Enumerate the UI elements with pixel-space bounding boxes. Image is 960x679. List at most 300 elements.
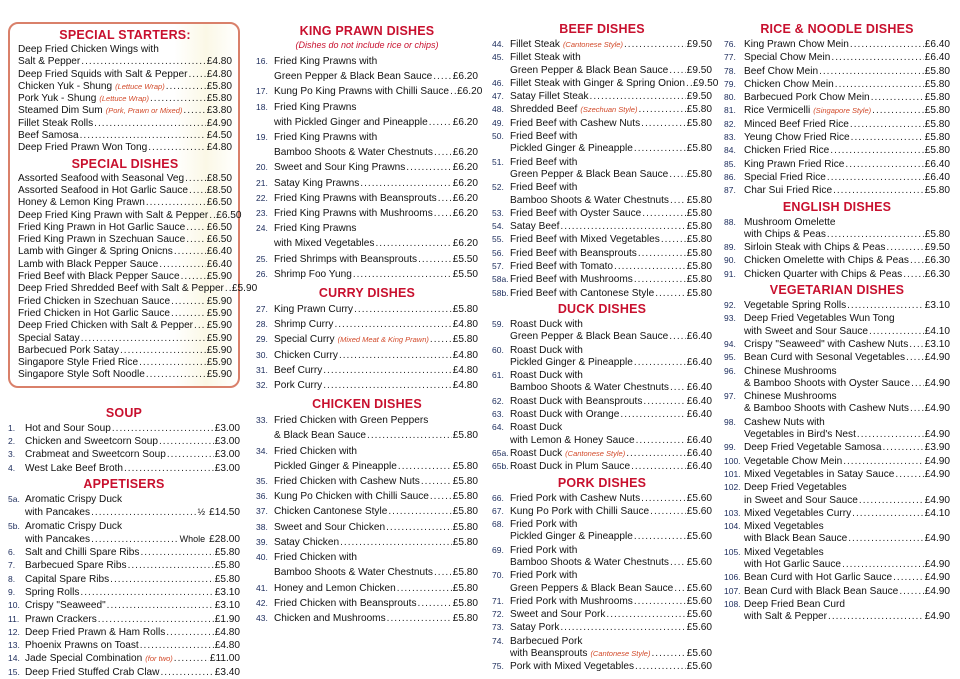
item-price: £5.80 <box>686 287 712 299</box>
item-name: Hot and Sour Soup <box>25 422 111 434</box>
specials-box <box>8 22 258 388</box>
menu-item-row <box>18 142 232 154</box>
dot-leader <box>80 130 206 142</box>
dot-leader <box>857 429 924 441</box>
item-price: £6.40 <box>924 171 950 183</box>
dot-leader <box>429 115 452 130</box>
item-price: £5.80 <box>214 573 240 585</box>
item-name: Assorted Seafood in Hot Garlic Sauce <box>18 184 189 196</box>
portion-size: ½ <box>197 507 206 518</box>
item-name: Fried Pork with <box>510 544 578 556</box>
item-name: Bamboo Shoots & Water Chestnuts <box>274 567 433 579</box>
section-title: DUCK DISHES <box>557 301 647 316</box>
menu-item-row <box>724 351 950 364</box>
item-price: £4.90 <box>924 585 950 597</box>
item-number: 31. <box>256 364 268 375</box>
item-number: 36. <box>256 491 268 502</box>
king-prawn-list <box>256 54 483 282</box>
dot-leader <box>636 435 686 447</box>
item-number: 23. <box>256 208 268 219</box>
item-name: Minced Beef Fried Rice <box>744 118 849 130</box>
dot-leader <box>430 489 452 504</box>
item-name: Fried Beef with Tomato <box>510 261 614 273</box>
menu-item-row <box>724 184 950 197</box>
menu-item-row <box>724 416 950 429</box>
item-name: Bamboo Shoots & Water Chestnuts <box>510 194 669 206</box>
item-number: 53. <box>492 207 504 218</box>
item-number: 91. <box>724 268 736 279</box>
item-price: £4.80 <box>452 349 478 361</box>
menu-item-row <box>724 507 950 520</box>
dot-leader <box>98 614 214 626</box>
item-note: (Lettuce Wrap) <box>115 81 165 91</box>
special-starters-list <box>18 44 232 155</box>
item-price: £6.20 <box>452 238 478 250</box>
portion-size: Whole <box>179 533 206 544</box>
menu-item-row <box>492 518 712 531</box>
item-name: Fried Beef with <box>510 131 578 143</box>
item-number: 62. <box>492 395 504 406</box>
item-note: (Cantonese Style) <box>565 448 626 458</box>
dot-leader <box>434 565 452 580</box>
item-number: 54. <box>492 221 504 232</box>
item-price: £4.90 <box>924 611 950 623</box>
menu-item-row <box>724 171 950 184</box>
item-name: Deep Fried King Prawn with Salt & Pepper <box>18 209 209 221</box>
item-price: £9.50 <box>686 64 712 76</box>
menu-item-row <box>724 338 950 351</box>
menu-item-row <box>18 246 232 258</box>
item-number: 15. <box>8 666 20 677</box>
dot-leader <box>872 105 924 117</box>
menu-item-row <box>492 531 712 543</box>
item-price: £4.90 <box>924 429 950 441</box>
dot-leader <box>626 448 686 460</box>
item-name: Satay Fillet Steak <box>510 91 589 103</box>
item-price: £5.60 <box>686 505 712 517</box>
item-name: Special Chow Mein <box>744 52 831 64</box>
menu-item-row <box>256 459 478 474</box>
item-name: Honey & Lemon King Prawn <box>18 197 145 209</box>
item-number: 24. <box>256 223 268 234</box>
item-name: Yeung Chow Fried Rice <box>744 132 850 144</box>
item-name: Chinese Mushrooms <box>744 365 837 377</box>
item-number: 82. <box>724 118 736 129</box>
menu-item-row <box>18 56 232 68</box>
dot-leader <box>674 583 685 595</box>
dot-leader <box>146 197 206 209</box>
dot-leader <box>421 474 452 489</box>
item-name: Shrimp Curry <box>274 319 334 331</box>
item-name: Satay Chicken <box>274 536 340 548</box>
item-price: £3.80 <box>206 105 232 117</box>
dot-leader <box>140 547 213 559</box>
dot-leader <box>641 493 686 505</box>
menu-item-row <box>8 506 240 519</box>
menu-item-row <box>492 287 712 300</box>
item-name: Mixed Vegetables Curry <box>744 507 852 519</box>
item-name: Special Curry <box>274 334 335 346</box>
dot-leader <box>669 169 686 181</box>
dot-leader <box>641 118 686 130</box>
item-name: Chicken Cantonese Style <box>274 506 388 518</box>
menu-item-row <box>724 365 950 378</box>
dot-leader <box>899 586 923 598</box>
dot-leader <box>670 195 686 207</box>
item-price: £3.10 <box>214 586 240 598</box>
item-price: £6.20 <box>457 86 483 98</box>
item-number: 6. <box>8 547 16 558</box>
dot-leader <box>94 118 206 130</box>
item-price: £6.40 <box>686 409 712 421</box>
item-name: Bamboo Shoots & Water Chestnuts <box>274 147 433 159</box>
item-price: £1.90 <box>214 613 240 625</box>
menu-item-row <box>492 648 712 660</box>
menu-item-row <box>256 413 478 428</box>
item-price: £5.80 <box>452 536 478 548</box>
item-price: £6.40 <box>686 461 712 473</box>
dot-leader <box>167 449 214 461</box>
item-number: 87. <box>724 185 736 196</box>
item-name: Fried King Prawns <box>274 101 357 113</box>
menu-item-row <box>724 403 950 415</box>
item-number: 57. <box>492 261 504 272</box>
item-name: Jade Special Combination <box>25 653 143 665</box>
item-price: £4.80 <box>214 640 240 652</box>
menu-item-row <box>492 492 712 505</box>
item-price: £4.90 <box>206 117 232 129</box>
item-number: 25. <box>256 253 268 264</box>
menu-item-row <box>724 481 950 494</box>
menu-item-row <box>492 77 719 90</box>
item-number: 14. <box>8 653 20 664</box>
menu-item-row <box>724 326 950 338</box>
dot-leader <box>110 574 214 586</box>
item-name: Beef Samosa <box>18 130 79 142</box>
dot-leader <box>124 463 214 475</box>
item-price: £5.90 <box>206 344 232 356</box>
item-price: £3.10 <box>924 300 950 312</box>
menu-item-row <box>8 533 240 546</box>
menu-item-row <box>8 546 240 559</box>
menu-item-row <box>724 585 950 598</box>
dot-leader <box>828 611 924 623</box>
menu-item-row <box>724 571 950 584</box>
item-number: 32. <box>256 380 268 391</box>
item-name: Char Sui Fried Rice <box>744 185 833 197</box>
item-price: £4.90 <box>924 494 950 506</box>
dot-leader <box>850 119 924 131</box>
dot-leader <box>188 69 205 81</box>
menu-item-row <box>492 635 712 648</box>
menu-item-row <box>492 181 712 194</box>
dot-leader <box>851 132 924 144</box>
menu-item-row <box>492 595 712 608</box>
dot-leader <box>624 39 686 51</box>
item-number: 51. <box>492 156 504 167</box>
item-name: Deep Fried Squids with Salt & Pepper <box>18 68 188 80</box>
item-price: £5.80 <box>924 185 950 197</box>
menu-item-row <box>492 395 712 408</box>
item-name: Chicken Chow Mein <box>744 78 834 90</box>
item-name: Honey and Lemon Chicken <box>274 582 396 594</box>
dot-leader <box>181 271 206 283</box>
menu-item-row <box>256 206 478 221</box>
menu-item-row <box>256 581 478 596</box>
item-name: with Chips & Peas <box>744 228 826 240</box>
dot-leader <box>174 653 209 665</box>
menu-item-row <box>8 586 240 599</box>
column-1 <box>8 22 258 679</box>
dot-leader <box>830 145 923 157</box>
dot-leader <box>159 259 205 271</box>
item-name: Crispy "Seaweed" <box>25 600 106 612</box>
item-price: £5.60 <box>686 582 712 594</box>
menu-item-row <box>492 382 712 394</box>
item-number: 17. <box>256 86 268 97</box>
menu-item-row <box>724 598 950 611</box>
menu-item-row <box>724 51 950 64</box>
dot-leader <box>397 581 452 596</box>
dot-leader <box>910 403 924 415</box>
item-number: 45. <box>492 52 504 63</box>
item-name: Sweet and Sour King Prawns <box>274 162 406 174</box>
item-price: £5.50 <box>452 253 478 265</box>
item-name: Deep Fried Prawn Won Tong <box>18 142 148 154</box>
item-number: 52. <box>492 182 504 193</box>
dot-leader <box>438 191 452 206</box>
item-price: £3.10 <box>924 338 950 350</box>
item-name: King Prawn Curry <box>274 304 354 316</box>
menu-item-row <box>256 160 478 175</box>
menu-item-row <box>256 504 478 519</box>
item-name: Green Pepper & Black Bean Sauce <box>510 168 669 180</box>
dot-leader <box>430 332 452 347</box>
item-price: £6.50 <box>206 234 232 246</box>
item-price: £6.40 <box>924 39 950 50</box>
dot-leader <box>906 352 924 364</box>
item-name: Barbecued Spare Ribs <box>25 560 127 572</box>
item-name: Satay Pork <box>510 622 560 634</box>
dot-leader <box>845 159 923 171</box>
menu-item-row <box>256 474 478 489</box>
dot-leader <box>634 357 686 369</box>
item-number: 58b. <box>492 287 509 298</box>
item-name: Fried Pork with Mushrooms <box>510 595 633 607</box>
item-number: 11. <box>8 613 20 624</box>
dot-leader <box>171 308 206 320</box>
item-name: Bean Curd with Hot Garlic Sauce <box>744 572 893 584</box>
menu-item-row <box>724 455 950 468</box>
menu-item-row <box>492 247 712 260</box>
section-title: SPECIAL STARTERS: <box>59 28 191 42</box>
item-note: (Cantonese Style) <box>590 649 651 659</box>
item-name: Beef Curry <box>274 364 323 376</box>
item-price: £5.80 <box>206 93 232 105</box>
item-name: Deep Fried Prawn & Ham Rolls <box>25 626 166 638</box>
menu-item-row <box>18 69 232 81</box>
section-title: RICE & NOODLE DISHES <box>760 22 914 36</box>
item-number: 65b. <box>492 461 509 472</box>
item-price: £28.00 <box>209 533 240 545</box>
dot-leader <box>91 534 179 546</box>
item-name: Pickled Ginger & Pineapple <box>510 143 633 155</box>
rice-list <box>724 38 950 198</box>
menu-item-row <box>492 156 712 169</box>
item-name: Singapore Style Soft Noodle <box>18 369 145 381</box>
dot-leader <box>367 428 452 443</box>
dot-leader <box>893 572 924 584</box>
menu-item-row <box>492 38 712 51</box>
item-name: Bamboo Shoots & Water Chestnuts <box>510 382 669 394</box>
item-price: £9.50 <box>686 91 712 103</box>
menu-item-row <box>18 118 232 130</box>
menu-item-row <box>724 378 950 390</box>
item-price: £5.60 <box>686 622 712 634</box>
item-name: Fried Beef with Cantonese Style <box>510 287 655 299</box>
item-name: Roast Duck in Plum Sauce <box>510 461 631 473</box>
menu-item-row <box>18 308 232 320</box>
item-number: 22. <box>256 192 268 203</box>
item-price: £6.20 <box>452 71 478 83</box>
menu-item-row <box>18 105 232 117</box>
dot-leader <box>669 331 686 343</box>
menu-item-row <box>492 557 712 569</box>
item-price: £8.50 <box>206 172 232 184</box>
item-name: Assorted Seafood with Seasonal Veg <box>18 172 185 184</box>
dot-leader <box>80 587 213 599</box>
dot-leader <box>323 378 452 393</box>
item-price: £6.50 <box>206 221 232 233</box>
dot-leader <box>634 274 686 286</box>
dot-leader <box>842 559 924 571</box>
item-price: £6.40 <box>924 158 950 170</box>
dot-leader <box>833 185 924 197</box>
item-price: £5.80 <box>452 334 478 346</box>
dot-leader <box>166 627 213 639</box>
item-number: 81. <box>724 105 736 116</box>
section-title: ENGLISH DISHES <box>782 199 892 214</box>
dot-leader <box>560 221 685 233</box>
item-number: 34. <box>256 445 268 456</box>
menu-item-row <box>492 117 712 130</box>
item-price: £5.80 <box>924 65 950 77</box>
item-price: £5.90 <box>231 283 258 295</box>
menu-item-row <box>256 69 478 84</box>
menu-item-row <box>724 312 950 325</box>
item-number: 96. <box>724 365 736 376</box>
section-title: PORK DISHES <box>557 475 647 490</box>
item-name: Rice Vermicelli <box>744 105 811 117</box>
column-4 <box>724 20 950 623</box>
dot-leader <box>909 339 923 351</box>
item-number: 61. <box>492 370 504 381</box>
item-price: £3.00 <box>214 422 240 434</box>
item-name: Vegetables in Bird's Nest <box>744 429 856 441</box>
menu-item-row <box>256 115 478 130</box>
menu-item-row <box>256 302 478 317</box>
menu-item-row <box>492 608 712 621</box>
item-name: & Bamboo Shoots with Oyster Sauce <box>744 377 911 389</box>
dot-leader <box>560 622 685 634</box>
dot-leader <box>171 296 206 308</box>
menu-item-row <box>724 520 950 533</box>
item-name: Vegetable Spring Rolls <box>744 300 847 312</box>
dot-leader <box>669 65 686 77</box>
menu-item-row <box>492 233 712 246</box>
item-name: King Prawn Chow Mein <box>744 39 849 50</box>
item-name: Satay King Prawns <box>274 177 360 189</box>
item-price: £5.80 <box>452 506 478 518</box>
item-name: with Beansprouts <box>510 648 588 660</box>
item-price: £4.80 <box>452 380 478 392</box>
item-price: £4.90 <box>924 533 950 545</box>
item-number: 16. <box>256 56 268 66</box>
item-number: 76. <box>724 39 736 49</box>
item-name: Spring Rolls <box>25 586 80 598</box>
dot-leader <box>651 648 685 660</box>
item-number: 21. <box>256 177 268 188</box>
item-price: £5.80 <box>214 547 240 559</box>
item-price: £5.60 <box>686 556 712 568</box>
item-name: Singapore Style Fried Rice <box>18 357 139 369</box>
item-name: Roast Duck with Beansprouts <box>510 395 643 407</box>
dot-leader <box>895 469 923 481</box>
menu-item-row <box>492 273 712 286</box>
item-price: £4.80 <box>206 68 232 80</box>
section-title: SOUP <box>105 405 143 420</box>
item-name: Pickled Ginger & Pineapple <box>510 531 633 543</box>
item-number: 104. <box>724 521 741 532</box>
dot-leader <box>360 176 451 191</box>
dot-leader <box>146 369 206 381</box>
dot-leader <box>670 382 686 394</box>
item-price: £6.40 <box>686 395 712 407</box>
item-name: Satay Beef <box>510 221 560 233</box>
section-title: KING PRAWN DISHES <box>299 24 435 38</box>
menu-item-row <box>492 65 712 77</box>
menu-item-row <box>492 331 712 343</box>
item-name: with Lemon & Honey Sauce <box>510 434 635 446</box>
menu-item-row <box>724 131 950 144</box>
item-name: Chicken Quarter with Chips & Peas <box>744 268 903 280</box>
menu-item-row <box>724 468 950 481</box>
dot-leader <box>148 142 206 154</box>
item-name: Chicken Fried Rice <box>744 145 830 157</box>
menu-item-row <box>492 90 712 103</box>
dot-leader <box>166 81 206 93</box>
menu-item-row <box>256 520 478 535</box>
item-name: King Prawn Fried Rice <box>744 158 845 170</box>
dot-leader <box>614 261 686 273</box>
menu-item-row <box>256 596 478 611</box>
dot-leader <box>174 246 206 258</box>
item-name: Prawn Crackers <box>25 613 97 625</box>
menu-item-row <box>724 299 950 312</box>
menu-item-row <box>492 344 712 357</box>
menu-item-row <box>724 229 950 241</box>
dot-leader <box>340 535 452 550</box>
item-name: Fillet Steak with Ginger & Spring Onion <box>510 77 686 89</box>
item-number: 60. <box>492 344 504 355</box>
dot-leader <box>819 66 924 78</box>
dot-leader <box>186 234 206 246</box>
item-price: £5.80 <box>452 430 478 442</box>
menu-item-row <box>18 222 232 234</box>
item-name: Fillet Steak with <box>510 52 581 64</box>
dot-leader <box>643 396 685 408</box>
item-name: Shredded Beef <box>510 104 578 116</box>
